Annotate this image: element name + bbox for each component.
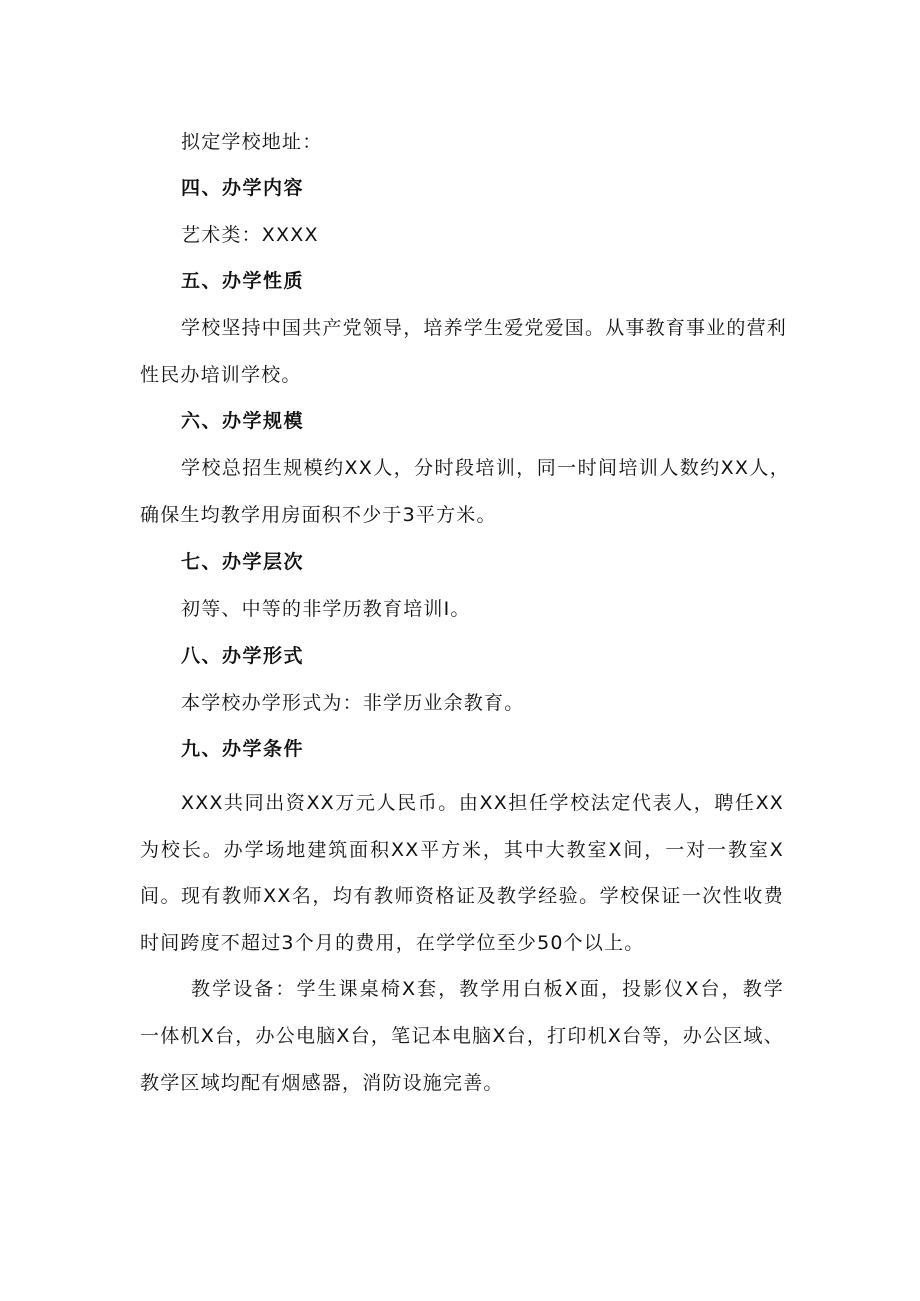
section6-line-2: 确保生均教学用房面积不少于3平方米。: [140, 504, 497, 526]
address-line: 拟定学校地址：: [181, 131, 323, 153]
section9-para2-line-2: 一体机X台，办公电脑X台，笔记本电脑X台，打印机X台等，办公区域、: [140, 1025, 784, 1047]
section8-text: 本学校办学形式为：非学历业余教育。: [181, 692, 525, 714]
section7-text: 初等、中等的非学历教育培训I。: [181, 598, 471, 620]
section9-para1-line-2: 为校长。办学场地建筑面积XX平方米，其中大教室X间，一对一教室X: [140, 839, 784, 861]
section6-heading: 六、办学规模: [181, 410, 305, 432]
section5-line-1: 学校坚持中国共产党领导，培养学生爱党爱国。从事教育事业的营利: [181, 317, 788, 339]
section9-para2-line-1: 教学设备：学生课桌椅X套，教学用白板X面，投影仪X台，教学: [191, 978, 784, 1000]
section8-heading: 八、办学形式: [181, 645, 305, 667]
section9-heading: 九、办学条件: [181, 738, 305, 760]
section6-line-1: 学校总招生规模约XX人，分时段培训，同一时间培训人数约XX人，: [181, 457, 790, 479]
section9-para1-line-4: 时间跨度不超过3个月的费用，在学学位至少50个以上。: [140, 932, 645, 954]
section5-line-2: 性民办培训学校。: [140, 364, 302, 386]
section4-text: 艺术类：XXXX: [181, 224, 319, 246]
section9-para2-line-3: 教学区域均配有烟感器，消防设施完善。: [140, 1072, 504, 1094]
section9-para1-line-1: XXX共同出资XX万元人民币。由XX担任学校法定代表人，聘任XX: [181, 792, 784, 814]
section4-heading: 四、办学内容: [181, 177, 305, 199]
section5-heading: 五、办学性质: [181, 270, 305, 292]
section9-para1-line-3: 间。现有教师XX名，均有教师资格证及教学经验。学校保证一次性收费: [140, 885, 784, 907]
section7-heading: 七、办学层次: [181, 551, 305, 573]
